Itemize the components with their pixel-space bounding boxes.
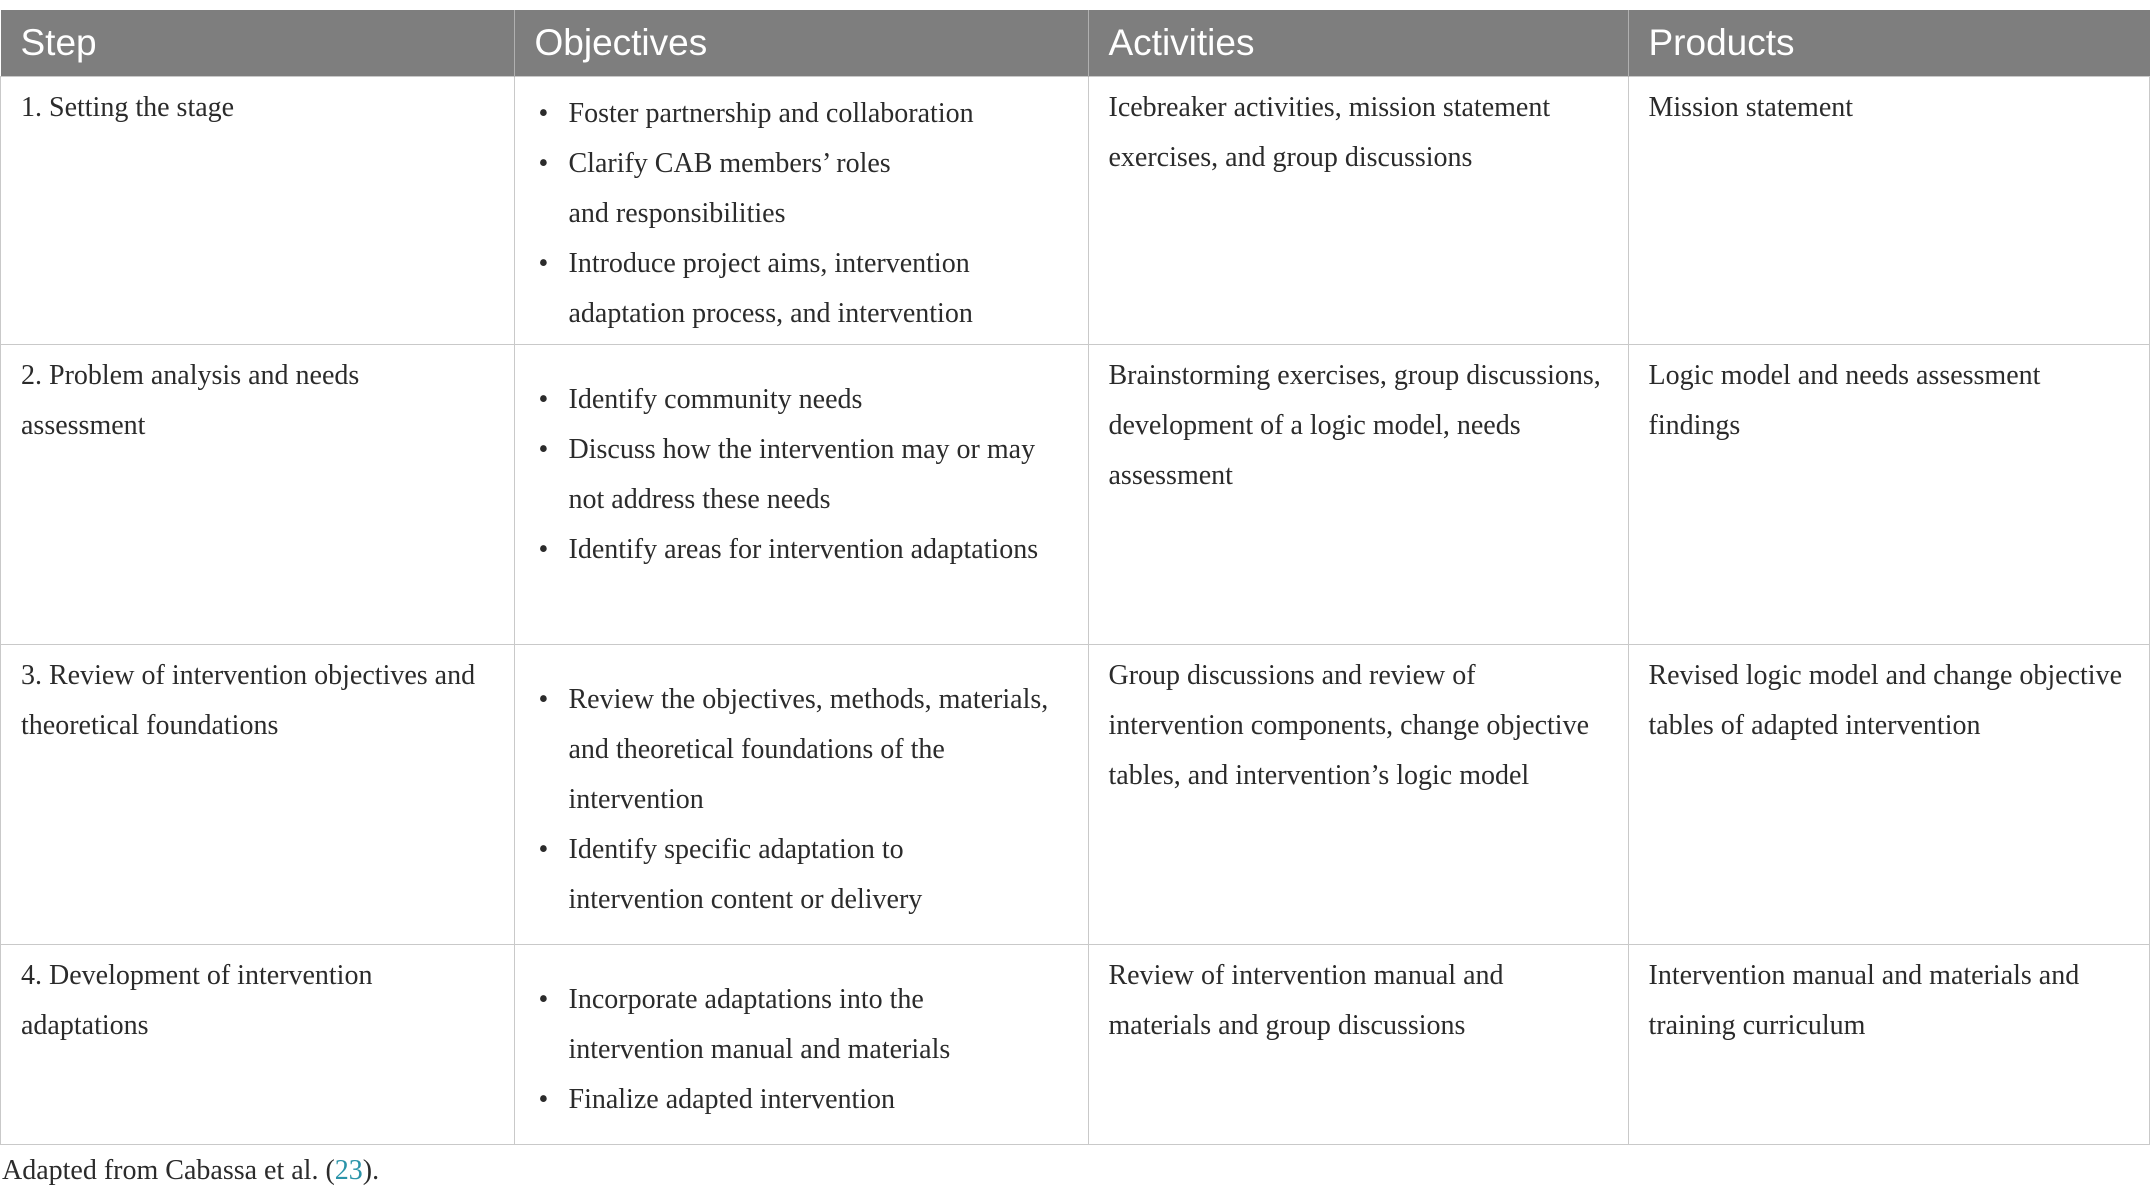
objectives-cell [514, 645, 1088, 945]
objectives-list [535, 89, 1076, 339]
footnote-suffix: ). [362, 1155, 380, 1186]
products-cell: Revised logic model and change objective tables of adapted intervention [1628, 645, 2150, 945]
activities-cell: Icebreaker activities, mission statement exercises, and group discussions [1088, 77, 1628, 345]
objective-item: • Incorporate adaptations into the intervention manual and materials [569, 975, 1076, 1075]
header-objectives: Objectives [514, 10, 1088, 77]
products-cell: Intervention manual and materials and training curriculum [1628, 945, 2150, 1145]
objectives-cell [514, 345, 1088, 645]
table-row [1, 77, 2150, 345]
step-cell: 2. Problem analysis and needs assessment [1, 345, 515, 645]
table-footnote [2, 1155, 379, 1187]
step-cell: 4. Development of intervention adaptations [1, 945, 515, 1145]
objective-item: • Foster partnership and collaboration [569, 89, 1076, 139]
activities-cell: Brainstorming exercises, group discussions, development of a logic model, needs assessment [1088, 345, 1628, 645]
objectives-cell [514, 945, 1088, 1145]
objectives-list [535, 975, 1076, 1125]
header-activities: Activities [1088, 10, 1628, 77]
table-row [1, 945, 2150, 1145]
table-header-row [1, 10, 2150, 77]
objective-item: • Identify areas for intervention adaptations [569, 525, 1076, 575]
objectives-list [535, 375, 1076, 575]
activities-cell: Review of intervention manual and materials and group discussions [1088, 945, 1628, 1145]
reference-link[interactable]: 23 [334, 1155, 363, 1186]
table-row [1, 645, 2150, 945]
table-row [1, 345, 2150, 645]
step-cell: 3. Review of intervention objectives and theoretical foundations [1, 645, 515, 945]
objective-item: • Identify specific adaptation to intervention content or delivery [569, 825, 1076, 925]
objectives-cell [514, 77, 1088, 345]
products-cell: Logic model and needs assessment findings [1628, 345, 2150, 645]
objectives-list [535, 675, 1076, 925]
header-step: Step [1, 10, 515, 77]
objective-item: • Finalize adapted intervention [569, 1075, 1076, 1125]
objective-item: • Discuss how the intervention may or may not address these needs [569, 425, 1076, 525]
step-cell: 1. Setting the stage [1, 77, 515, 345]
objective-item: • Identify community needs [569, 375, 1076, 425]
footnote-text: Adapted from Cabassa et al. ( [2, 1155, 335, 1186]
adaptation-steps-table [0, 10, 2150, 1145]
objective-item: • Clarify CAB members’ roles and responsibilities [569, 139, 1076, 239]
objective-item: • Introduce project aims, intervention adaptation process, and intervention [569, 239, 1076, 339]
products-cell: Mission statement [1628, 77, 2150, 345]
header-products: Products [1628, 10, 2150, 77]
activities-cell: Group discussions and review of intervention components, change objective tables, and intervention’s logic model [1088, 645, 1628, 945]
objective-item: • Review the objectives, methods, materials, and theoretical foundations of the intervention [569, 675, 1076, 825]
